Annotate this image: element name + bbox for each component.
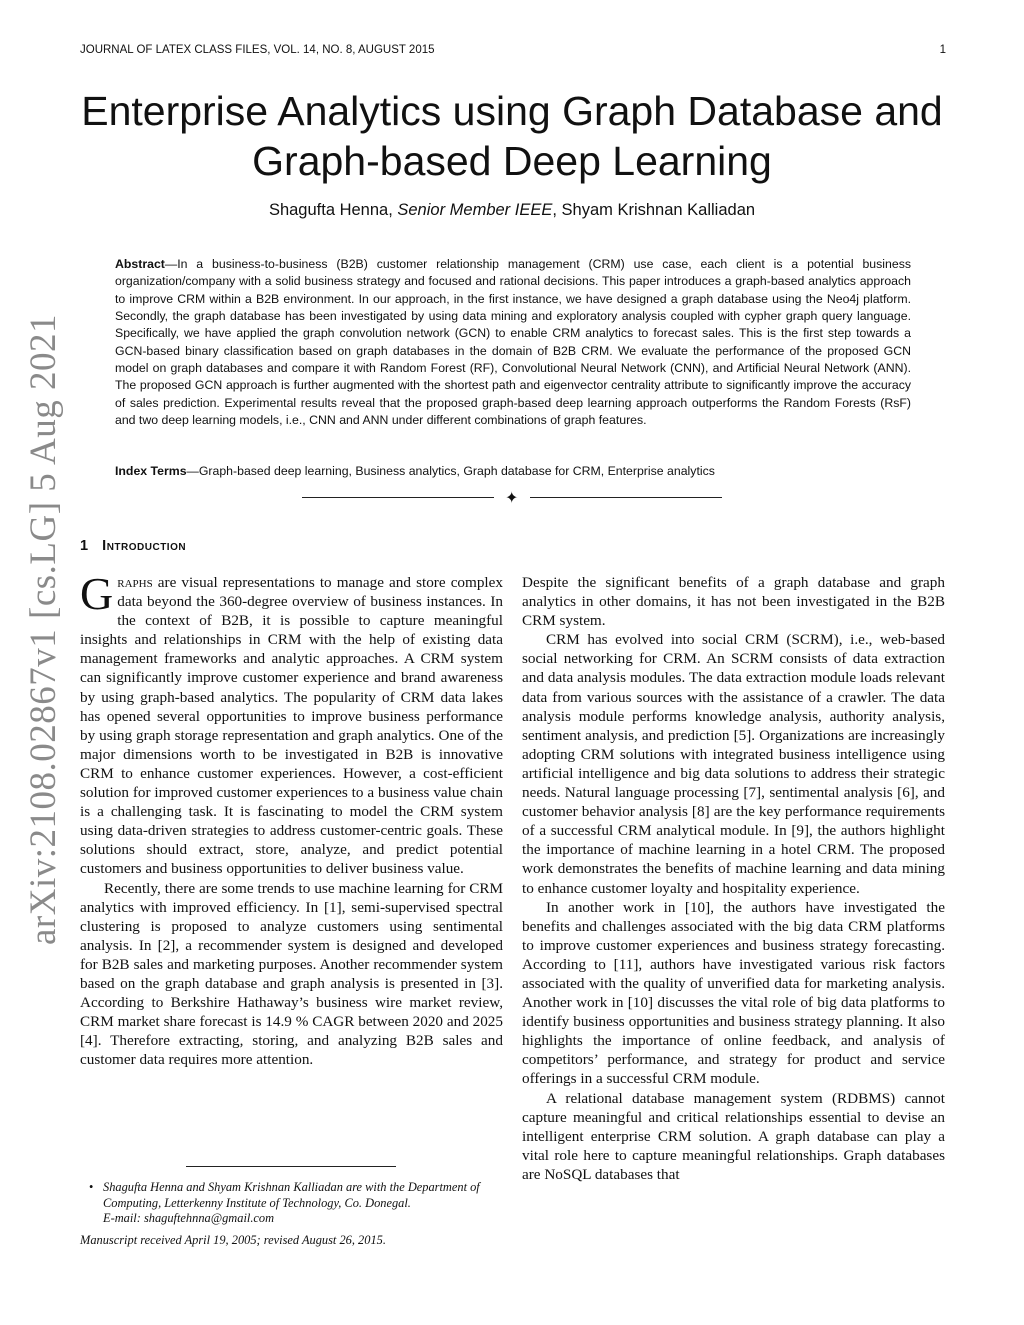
paragraph: CRM has evolved into social CRM (SCRM), i.e., web-based social networking for CRM. An SCRM consists of data extraction and data analysis modules. The data extraction module loads relevant data from various sources with the assistance of a crawler. The data analysis module performs knowledge analysis, authority analysis, sentiment analysis, and prediction [5]. Organizations are increasingly adopting CRM solutions with integrated business intelligence using artificial intelligence and big data solutions to address their strategic needs. Natural language processing [7], sentimental analysis [6], and customer behavior analysis [8] are the key performance requirements of a successful CRM analytical module. In [9], the authors highlight the importance of machine learning in a hotel CRM. The proposed work demonstrates the benefits of machine learning and data mining to enhance customer loyalty and hospitality experience. bbox=[522, 631, 945, 897]
first-word: raphs bbox=[117, 574, 153, 591]
drop-cap: G bbox=[80, 568, 114, 619]
abstract-label: Abstract bbox=[115, 257, 165, 271]
arxiv-stamp: arXiv:2108.02867v1 [cs.LG] 5 Aug 2021 bbox=[23, 314, 64, 945]
author-first: Shagufta Henna, bbox=[268, 201, 398, 219]
paragraph bbox=[80, 568, 503, 879]
manuscript-note: Manuscript received April 19, 2005; revised August 26, 2015. bbox=[80, 1233, 386, 1247]
paragraph-text: are visual representations to manage and store complex data beyond the 360-degree overview of business instances. In the context of B2B, it is possible to capture meaningful insights and relationships in CRM with the help of existing data management frameworks and analytic approaches. A CRM system can significantly improve customer experience and brand awareness by using graph-based analytics. The popularity of CRM data lakes has opened several opportunities to improve business performance by using graph storage representation and graph analytics. One of the major dimensions worth to be investigated in B2B is innovative CRM to enhance customer experiences. However, a cost-efficient solution for improved customer experiences to a business value chain is a challenging task. It is fascinating to model the CRM system using data-driven strategies to address customer-centric goals. These solutions should extract, store, analyze, and predict potential customers and business opportunities to deliver business value. bbox=[80, 574, 503, 878]
abstract bbox=[115, 256, 911, 429]
footnote-rule bbox=[186, 1166, 396, 1167]
paragraph: In another work in [10], the authors have investigated the benefits and challenges associated with the big data CRM platforms to improve customer experiences and business strategy forecasting. According to [11], authors have investigated various risk factors associated with the quality of unverified data for marketing analysis. Another work in [10] discusses the vital role of big data platforms to identify business opportunities and business strategy planning. It also highlights the importance of online feedback, and analysis of competitors’ performance, and strategy for product and service offerings in a successful CRM module. bbox=[522, 898, 945, 1088]
running-head bbox=[80, 44, 946, 56]
footnote-bullet: • bbox=[89, 1180, 94, 1194]
abstract-text: —In a business-to-business (B2B) customer relationship management (CRM) use case, each client is a potential business organization/company with a solid business strategy and focused and rational decisions. This paper introduces a graph-based analytics approach to improve CRM within a B2B environment. In our approach, in the first instance, we have designed a graph database using the Neo4j platform. Secondly, the graph database has been investigated by using data mining and exploratory analysis coupled with cypher graph query language. Specifically, we have applied the graph convolution network (GCN) to enable CRM analytics to forecast sales. This is the first step towards a GCN-based binary classification based on graph databases in the domain of B2B CRM. We evaluate the performance of the proposed GCN model on graph databases and compare it with Random Forest (RF), Convolutional Neural Network (CNN), and Artificial Neural Network (ANN). The proposed GCN approach is further augmented with the shortest path and eigenvector centrality attribute to significantly improve the accuracy of sales prediction. Experimental results reveal that the proposed graph-based deep learning approach outperforms the Random Forests (RsF) and two deep learning models, i.e., CNN and ANN under different combinations of graph features. bbox=[115, 257, 911, 428]
paragraph: Despite the significant benefits of a graph database and graph analytics in other domains, it has not been investigated in the B2B CRM system. bbox=[522, 574, 945, 630]
section-heading bbox=[80, 538, 186, 554]
journal-header: JOURNAL OF LATEX CLASS FILES, VOL. 14, NO. 8, AUGUST 2015 bbox=[80, 44, 435, 56]
footnote bbox=[80, 1180, 503, 1227]
page-number: 1 bbox=[939, 44, 946, 56]
index-terms-text: —Graph-based deep learning, Business analytics, Graph database for CRM, Enterprise analytics bbox=[186, 464, 715, 478]
author-line bbox=[80, 201, 944, 220]
paper-title: Enterprise Analytics using Graph Database and Graph-based Deep Learning bbox=[81, 88, 943, 184]
paragraph: Recently, there are some trends to use machine learning for CRM analytics with improved efficiency. In [1], semi-supervised spectral clustering is proposed to analyze customers using sentimental analysis. In [2], a recommender system is designed and developed for B2B sales and marketing purposes. Another recommender system based on the graph database and graph analysis is presented in [3]. According to Berkshire Hathaway’s business wire market review, CRM market share forecast is 14.9 % CAGR between 2020 and 2025 [4]. Therefore extracting, storing, and analyzing B2B sales and customer data requires more attention. bbox=[80, 879, 503, 1069]
separator-line-right bbox=[530, 497, 722, 498]
separator-diamond-icon: ✦ bbox=[505, 490, 519, 507]
separator-line-left bbox=[302, 497, 494, 498]
left-column bbox=[80, 568, 503, 1069]
paragraph: A relational database management system (RDBMS) cannot capture meaningful and critical relationships essential to devise an intelligent enterprise CRM solution. A graph database can play a vital role here to capture meaningful relationships. Graph databases are NoSQL databases that bbox=[522, 1089, 945, 1183]
index-terms-label: Index Terms bbox=[115, 464, 187, 478]
section-number: 1 bbox=[80, 538, 89, 554]
section-title: Introduction bbox=[102, 538, 187, 554]
index-terms bbox=[115, 464, 911, 478]
author-role: Senior Member IEEE bbox=[397, 201, 553, 219]
footnote-email: E-mail: shaguftehnna@gmail.com bbox=[103, 1211, 275, 1226]
section-separator bbox=[302, 490, 722, 506]
footnote-text: Shagufta Henna and Shyam Krishnan Kalliadan are with the Department of Computing, Letterkenny Institute of Technology, Co. Donegal. bbox=[103, 1180, 480, 1210]
author-rest: , Shyam Krishnan Kalliadan bbox=[552, 201, 756, 219]
right-column bbox=[522, 573, 945, 1184]
